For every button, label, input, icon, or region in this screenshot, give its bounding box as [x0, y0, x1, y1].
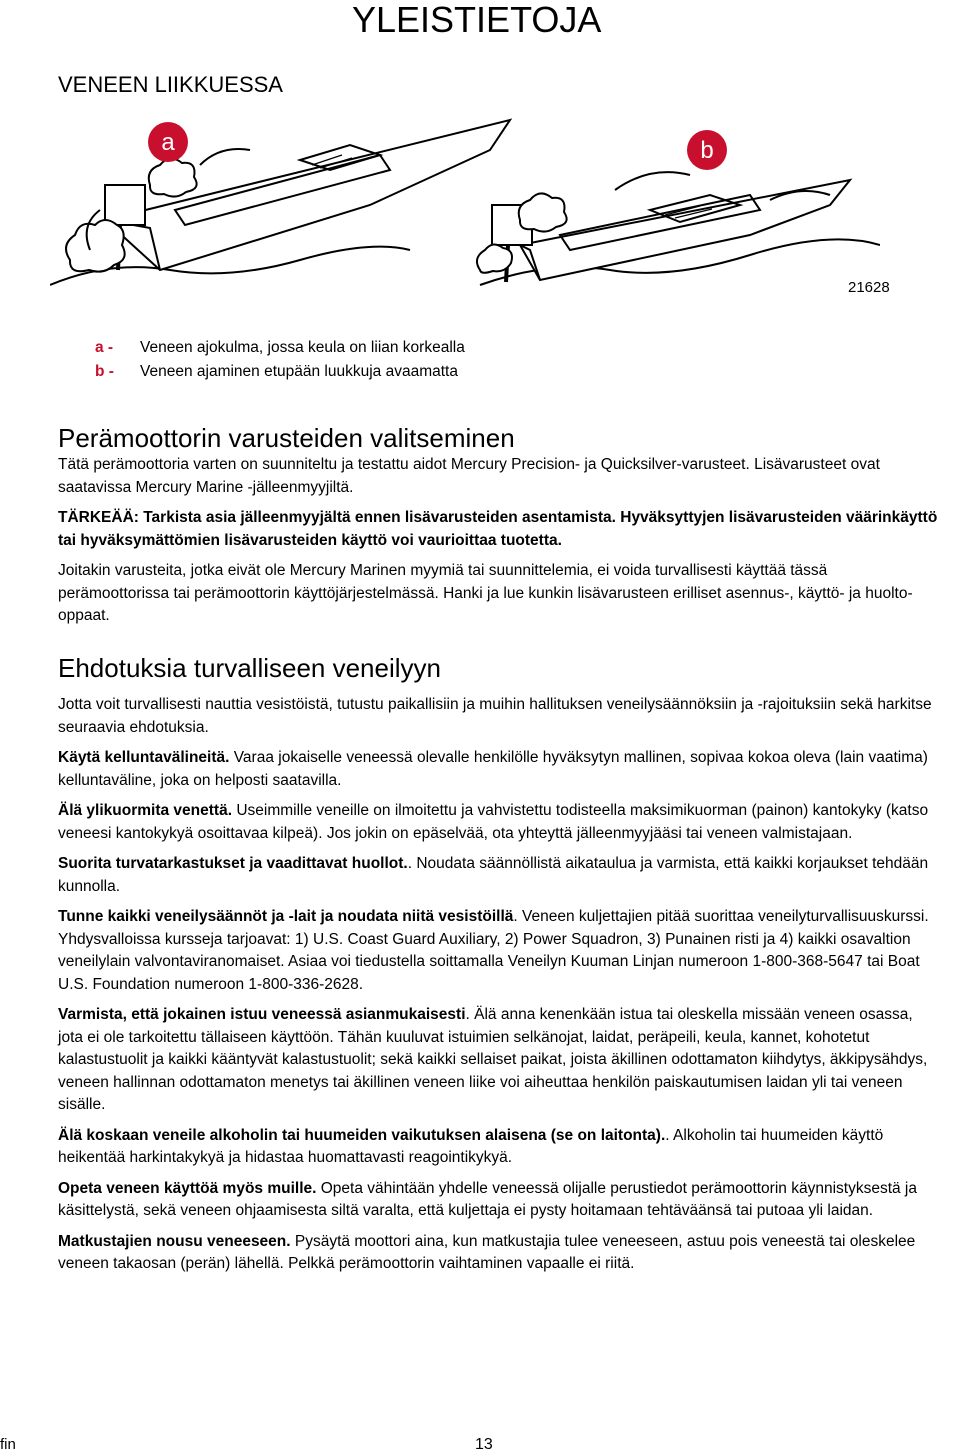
accessories-paragraph: Joitakin varusteita, jotka eivät ole Mercury Marinen myymiä tai suunnittelemia, ei voida turvallisesti käyttää tässä perämoottorissa tai perämoottorin käyttöjärjestelmässä. Hanki ja lue kunkin lisävarusteen erilliset asennus-, käyttö- ja huolto-oppaat. [58, 562, 913, 624]
safety-item [58, 853, 938, 898]
page-header-title: YLEISTIETOJA [352, 0, 602, 40]
boat-b-drawing [477, 172, 880, 285]
safety-item [58, 906, 938, 996]
svg-text:b: b [700, 137, 714, 164]
legend-key: a - [95, 339, 114, 356]
legend-text: Veneen ajaminen etupään luukkuja avaamatta [140, 363, 458, 380]
safety-section [58, 652, 938, 1276]
legend-row [60, 360, 620, 384]
safety-item [58, 1004, 938, 1117]
safety-item-lead: Varmista, että jokainen istuu veneessä asianmukaisesti [58, 1006, 466, 1023]
safety-item-text: . Älä anna kenenkään istua tai oleskella missään veneen osassa, jota ei ole tarkoitettu tällaiseen käyttöön. Tähän kuuluvat istuimien selkänojat, laidat, peräpeili, keula, kannet, kohotetut kalastustuolit ja kaikki kääntyvät kalastustuolit; sekä kaikki sellaiset paikat, joista äkillinen odottamaton kiihdytys, äkkipysähdys, veneen hallinnan odottamaton menetys tai äkillinen veneen liike voi aiheuttaa henkilön paiskautumisen laidan yli tai veneen sisälle. [58, 1006, 928, 1113]
safety-item-lead: Älä koskaan veneile alkoholin tai huumeiden vaikutuksen alaisena (se on laitonta). [58, 1126, 666, 1144]
safety-item-text: Useimmille veneille on ilmoitettu ja vahvistettu todisteella maksimikuorman (painon) kantokyky (katso veneesi kantokykyä osoittavaa kilpeä). Jos jokin on epäselvää, ota yhteyttä jälleenmyyjääsi tai veneen valmistajaan. [58, 802, 929, 842]
legend-key: b - [95, 363, 114, 380]
legend-text: Veneen ajokulma, jossa keula on liian korkealla [140, 339, 465, 356]
safety-item-text: Varaa jokaiselle veneessä olevalle henkilölle hyväksytyn mallinen, sopivaa kokoa oleva (lain vaatima) kelluntaväline, joka on helposti saatavilla. [58, 749, 928, 789]
safety-item-text: . Noudata säännöllistä aikataulua ja varmista, että kaikki korjaukset tehdään kunnolla. [58, 855, 929, 895]
safety-item [58, 1178, 938, 1223]
section-label: VENEEN LIIKKUESSA [58, 72, 283, 97]
safety-item-lead: Tunne kaikki veneilysäännöt ja -lait ja noudata niitä vesistöillä [58, 908, 514, 925]
safety-item-lead: Suorita turvatarkastukset ja vaadittavat huollot. [58, 855, 408, 872]
safety-item [58, 747, 938, 792]
accessories-heading: Perämoottorin varusteiden valitseminen [58, 423, 515, 453]
accessories-paragraph: Tätä perämoottoria varten on suunniteltu ja testattu aidot Mercury Precision- ja Quicksilver-varusteet. Lisävarusteet ovat saatavissa Mercury Marine -jälleenmyyjiltä. [58, 456, 880, 496]
legend-row [60, 336, 620, 360]
safety-item-lead: Älä ylikuormita venettä. [58, 802, 233, 819]
safety-item-text: Pysäytä moottori aina, kun matkustajia tulee veneeseen, astuu pois veneestä tai oleskelee veneen takaosan (perän) lähellä. Pelkkä perämoottorin vaihtaminen vapaalle ei riitä. [58, 1232, 916, 1272]
safety-item-text: Opeta vähintään yhdelle veneessä olijalle perustiedot perämoottorin käynnistyksestä ja käsittelystä, sekä veneen ohjaamisesta siltä varalta, että kuljettaja ei pysty hoitamaan tehtäväänsä tai putoaa yli laidan. [58, 1179, 917, 1219]
safety-item-lead: Opeta veneen käyttöä myös muille. [58, 1179, 317, 1197]
figure-legend [60, 336, 620, 384]
safety-heading: Ehdotuksia turvalliseen veneilyyn [58, 653, 441, 683]
accessories-section [58, 422, 938, 628]
footer-page-number: 13 [475, 1436, 493, 1453]
safety-intro: Jotta voit turvallisesti nauttia vesistöistä, tutustu paikallisiin ja muihin hallituksen veneilysäännöksiin ja -rajoituksiin sekä harkitse seuraavia ehdotuksia. [58, 696, 932, 736]
safety-item [58, 800, 938, 845]
safety-item-lead: Käytä kelluntavälineitä. [58, 749, 230, 766]
important-notice: TÄRKEÄÄ: Tarkista asia jälleenmyyjältä ennen lisävarusteiden asentamista. Hyväksyttyjen lisävarusteiden väärinkäyttö tai hyväksymättömien lisävarusteiden käyttö voi vaurioittaa tuotetta. [58, 509, 938, 549]
callout-a [148, 122, 188, 162]
safety-item [58, 1125, 938, 1170]
boats-illustration [50, 110, 880, 290]
figure-number: 21628 [848, 279, 890, 296]
safety-item-text: . Veneen kuljettajien pitää suorittaa veneilyturvallisuuskurssi. Yhdysvalloissa kursseja tarjoavat: 1) U.S. Coast Guard Auxiliary, 2) Power Squadron, 3) Punainen risti ja 4) kaikki osavaltion veneilylain valvontaviranomaiset. Asiaa voi tiedustella soittamalla Veneilyn Kuuman Linjan numeroon 1-800-368-5647 tai Boat U.S. Foundation numeroon 1-800-336-2628. [58, 908, 929, 993]
callout-b [687, 130, 727, 170]
safety-item-lead: Matkustajien nousu veneeseen. [58, 1232, 291, 1250]
safety-item-text: . Alkoholin tai huumeiden käyttö heikentää harkintakykyä ja hidastaa huomattavasti reagointikykyä. [58, 1126, 884, 1166]
safety-item [58, 1231, 938, 1276]
svg-text:a: a [161, 129, 175, 156]
boat-a-drawing [50, 120, 510, 285]
footer-language: fin [0, 1436, 16, 1453]
